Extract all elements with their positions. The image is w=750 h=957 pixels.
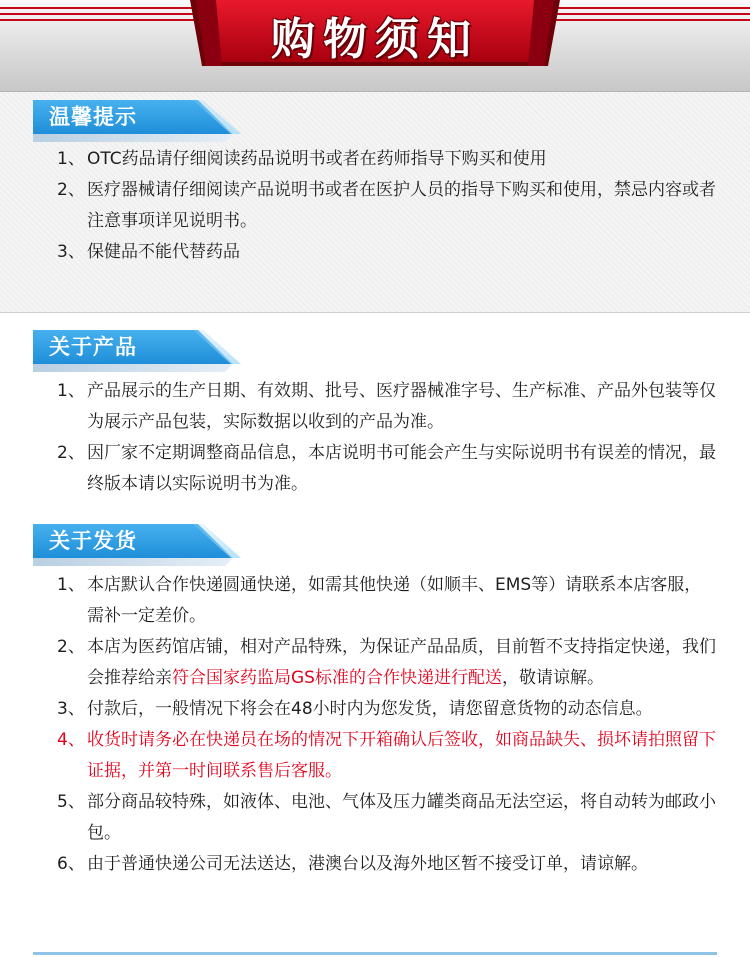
section-product <box>0 318 750 508</box>
item-number: 5、 <box>57 792 85 812</box>
item-text: 产品展示的生产日期、有效期、批号、医疗器械准字号、生产标准、产品外包装等仅为展示产品包装，实际数据以收到的产品为准。 <box>87 381 716 432</box>
item-number: 4、 <box>57 730 85 750</box>
item-text: 因厂家不定期调整商品信息，本店说明书可能会产生与实际说明书有误差的情况，最终版本请以实际说明书为准。 <box>87 443 716 494</box>
item-number: 2、 <box>57 180 85 200</box>
tag-shadow <box>33 558 233 566</box>
item-number: 1、 <box>57 381 85 401</box>
item-text-part: ，敬请谅解。 <box>501 668 604 688</box>
tips-list <box>57 144 717 268</box>
item-text: 本店默认合作快递圆通快递，如需其他快递（如顺丰、EMS等）请联系本店客服，需补一定差价。 <box>87 575 702 626</box>
page-title: 购物须知 <box>271 14 479 65</box>
list-item <box>57 694 717 725</box>
item-text: 部分商品较特殊，如液体、电池、气体及压力罐类商品无法空运，将自动转为邮政小包。 <box>87 792 716 843</box>
list-item <box>57 438 717 500</box>
item-text <box>87 632 717 694</box>
section-tips <box>0 92 750 313</box>
section-tag-shipping <box>33 524 233 562</box>
item-text: 付款后，一般情况下将会在48小时内为您发货，请您留意货物的动态信息。 <box>87 699 653 719</box>
item-text: 由于普通快递公司无法送达，港澳台以及海外地区暂不接受订单，请谅解。 <box>87 854 648 874</box>
product-list <box>57 376 717 500</box>
item-text-highlight: 收货时请务必在快递员在场的情况下开箱确认后签收，如商品缺失、损坏请拍照留下证据，并第一时间联系售后客服。 <box>87 730 716 781</box>
list-item <box>57 237 717 268</box>
header-banner <box>0 0 750 92</box>
section-tag-label: 温馨提示 <box>49 105 137 129</box>
item-text-highlight: 符合国家药监局GS标准的合作快递进行配送 <box>172 668 502 688</box>
list-item <box>57 849 717 880</box>
list-item <box>57 175 717 237</box>
item-text: 保健品不能代替药品 <box>87 242 240 262</box>
list-item <box>57 376 717 438</box>
item-number: 3、 <box>57 699 85 719</box>
section-tag-tips <box>33 100 233 138</box>
item-text: 医疗器械请仔细阅读产品说明书或者在医护人员的指导下购买和使用，禁忌内容或者注意事项详见说明书。 <box>87 180 716 231</box>
item-number: 2、 <box>57 443 85 463</box>
item-text-part: 本店为医药馆店铺，相对产品特殊，为保证产品品质，目前暂不支持指定快递，我们会推荐给亲 <box>87 637 716 688</box>
item-number: 6、 <box>57 854 85 874</box>
shipping-list <box>57 570 717 880</box>
bottom-divider <box>33 952 717 955</box>
section-tag-label: 关于发货 <box>49 529 137 553</box>
section-tag-label: 关于产品 <box>49 335 137 359</box>
list-item <box>57 570 717 632</box>
item-number: 3、 <box>57 242 85 262</box>
list-item <box>57 725 717 787</box>
section-tag-product <box>33 330 233 368</box>
tag-shadow <box>33 134 233 142</box>
item-number: 2、 <box>57 637 85 657</box>
list-item <box>57 632 717 694</box>
list-item <box>57 144 717 175</box>
section-shipping <box>0 508 750 957</box>
list-item <box>57 787 717 849</box>
tag-shadow <box>33 364 233 372</box>
item-number: 1、 <box>57 575 85 595</box>
item-number: 1、 <box>57 149 85 169</box>
item-text: OTC药品请仔细阅读药品说明书或者在药师指导下购买和使用 <box>87 149 547 169</box>
